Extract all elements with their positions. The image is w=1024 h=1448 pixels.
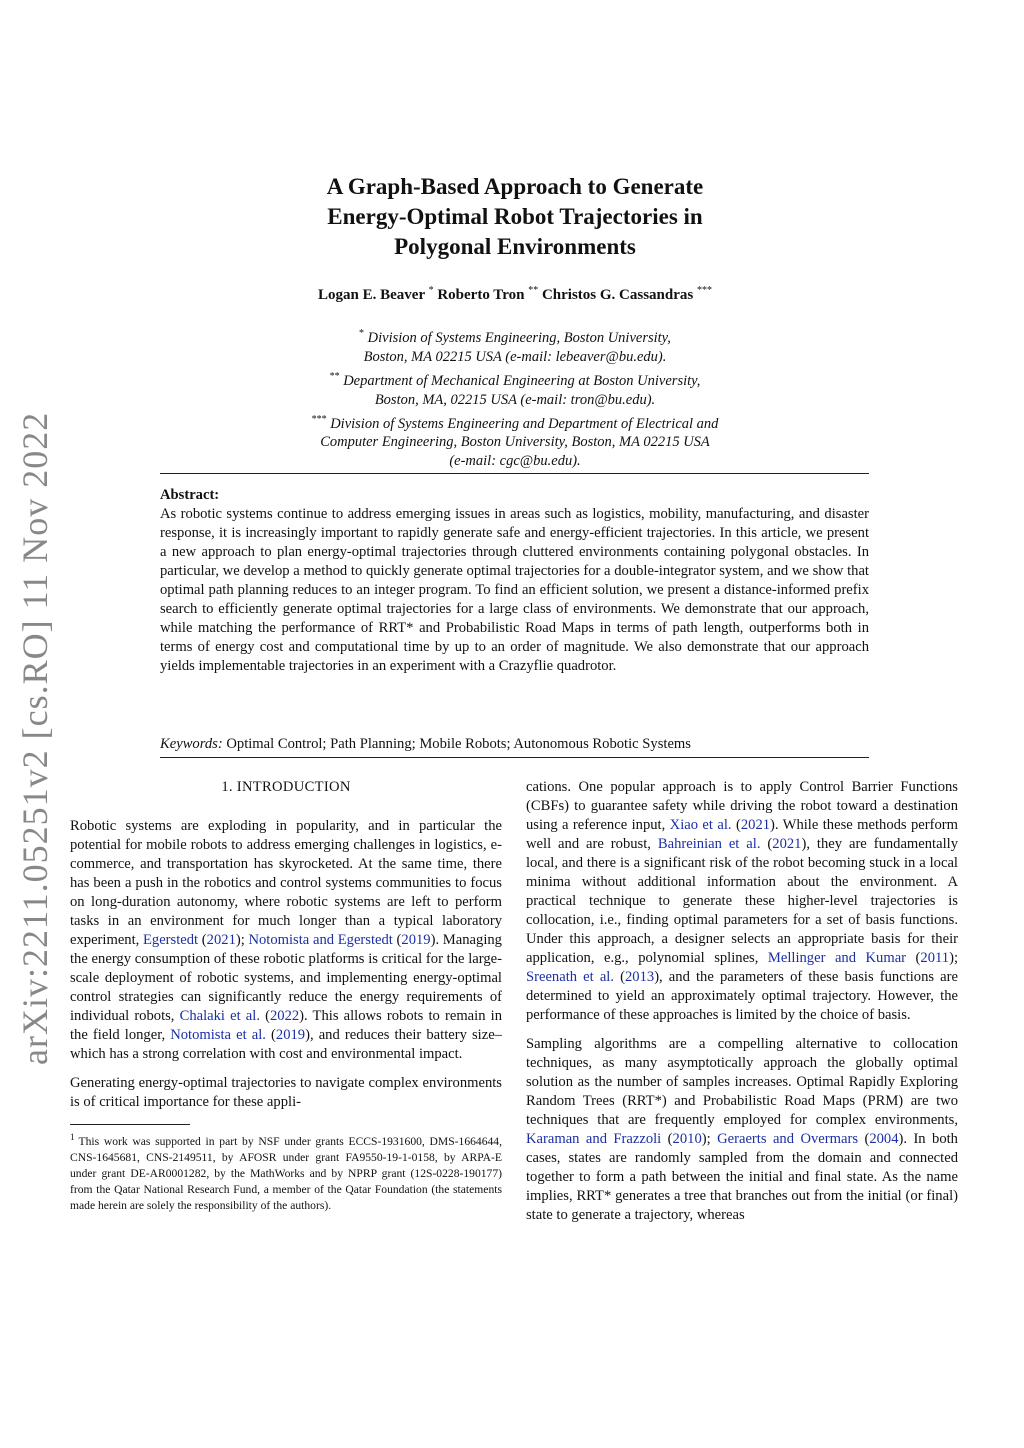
citation-link[interactable]: Egerstedt [142, 932, 199, 948]
abstract-heading: Abstract: [160, 487, 220, 503]
affiliation-mark: * [359, 328, 365, 339]
citation-link[interactable]: Notomista and Egerstedt [248, 932, 393, 948]
citation-link[interactable]: Mellinger and Kumar [767, 950, 907, 966]
right-column [526, 778, 958, 1235]
affiliation-line: Boston, MA 02215 USA (e-mail: lebeaver@bu.edu). [363, 348, 667, 365]
paper-title [230, 172, 800, 262]
title-line: Polygonal Environments [394, 234, 636, 259]
citation-link[interactable]: Sreenath et al. [526, 969, 615, 985]
footnote-text: This work was supported in part by NSF under grants ECCS-1931600, DMS-1664644, CNS-1645681, CNS-2149511, by AFOSR under grant FA9550-19-1-0158, by ARPA-E under grant DE-AR0001282, by the MathWorks and by NPRP grant (12S-0228-190177) from the Qatar National Research Fund, a member of the Qatar Foundation (the statements made herein are solely the responsibility of the authors). [70, 1134, 502, 1212]
author-list [180, 285, 850, 304]
title-line: Energy-Optimal Robot Trajectories in [327, 204, 703, 229]
abstract [160, 486, 869, 676]
citation-link[interactable]: Karaman and Frazzoli [526, 1131, 662, 1147]
footnote-rule [70, 1124, 190, 1125]
citation-link[interactable]: Chalaki et al. [179, 1008, 260, 1024]
affiliation-line: Boston, MA, 02215 USA (e-mail: tron@bu.edu). [374, 391, 656, 408]
paragraph: Robotic systems are exploding in popularity, and in particular the potential for mobile robots to address emerging challenges in logistics, e-commerce, and transportation has skyrocketed. At the same time, there has been a push in the robotics and control systems communities to focus on long-duration autonomy, where robotic systems are left to perform tasks in an environment for much longer than a typical laboratory experiment, Egerstedt (2021); Notomista and Egerstedt (2019). Managing the energy consumption of these robotic platforms is critical for the large-scale deployment of robotic systems, and implementing energy-optimal control strategies can significantly reduce the energy requirements of individual robots, Chalaki et al. (2022). This allows robots to remain in the field longer, Notomista et al. (2019), and reduces their battery size–which has a strong correlation with cost and environmental impact. [70, 818, 502, 1062]
citation-year-link[interactable]: 2019 [401, 932, 431, 948]
keywords [160, 736, 869, 753]
citation-link[interactable]: Xiao et al. [669, 817, 732, 833]
citation-year-link[interactable]: 2010 [672, 1131, 702, 1147]
keywords-text: Optimal Control; Path Planning; Mobile Robots; Autonomous Robotic Systems [226, 736, 691, 752]
left-column [70, 778, 502, 1214]
affiliations [200, 324, 830, 471]
author-mark: * [428, 285, 434, 296]
keywords-bottom-rule [160, 757, 869, 758]
citation-link[interactable]: Geraerts and Overmars [717, 1131, 859, 1147]
citation-year-link[interactable]: 2004 [869, 1131, 899, 1147]
arxiv-identifier: arXiv:2211.05251v2 [cs.RO] 11 Nov 2022 [15, 411, 55, 1065]
section-heading: 1. INTRODUCTION [221, 779, 351, 795]
abstract-top-rule [160, 473, 869, 474]
footnote-mark: 1 [70, 1132, 75, 1142]
paragraph: Generating energy-optimal trajectories to navigate complex environments is of critical importance for these appli- [70, 1075, 502, 1110]
keywords-label: Keywords: [160, 736, 223, 752]
affiliation-line: (e-mail: cgc@bu.edu). [449, 453, 581, 470]
affiliation-line: Computer Engineering, Boston University, Boston, MA 02215 USA [320, 434, 710, 451]
citation-year-link[interactable]: 2019 [275, 1027, 306, 1043]
footnote [70, 1124, 502, 1214]
title-line: A Graph-Based Approach to Generate [326, 174, 704, 199]
affiliation-line: * Division of Systems Engineering, Boston University, [359, 328, 671, 346]
citation-year-link[interactable]: 2021 [772, 836, 802, 852]
citation-year-link[interactable]: 2022 [269, 1008, 300, 1024]
author-mark: *** [696, 285, 712, 296]
affiliation-mark: ** [329, 370, 340, 382]
abstract-text: As robotic systems continue to address emerging issues in areas such as logistics, mobility, manufacturing, and disaster response, it is increasingly important to rapidly generate safe and energy-efficient trajectories. In this article, we present a new approach to plan energy-optimal trajectories through cluttered environments containing polygonal obstacles. In particular, we develop a method to quickly generate optimal trajectories for a double-integrator system, and we show that optimal path planning reduces to an integer program. To find an efficient solution, we present a distance-informed prefix search to efficiently generate optimal trajectories for a large class of environments. We demonstrate that our approach, while matching the performance of RRT* and Probabilistic Road Maps in terms of path length, outperforms both in terms of energy cost and computational time by up to an order of magnitude. We also demonstrate that our approach yields implementable trajectories in an experiment with a Crazyflie quadrotor. [160, 506, 869, 674]
citation-year-link[interactable]: 2021 [740, 817, 771, 833]
affiliation-line: ** Department of Mechanical Engineering at Boston University, [329, 370, 701, 389]
author-name: Logan E. Beaver [318, 287, 425, 303]
citation-link[interactable]: Bahreinian et al. [657, 836, 761, 852]
author-name: Roberto Tron [437, 287, 525, 303]
author-name: Christos G. Cassandras [541, 287, 694, 303]
citation-year-link[interactable]: 2011 [920, 950, 950, 966]
paragraph: Sampling algorithms are a compelling alternative to collocation techniques, as many asymptotically approach the globally optimal solution as the number of samples increases. Optimal Rapidly Exploring Random Trees (RRT*) and Probabilistic Road Maps (PRM) are two techniques that are frequently employed for complex environments, Karaman and Frazzoli (2010); Geraerts and Overmars (2004). In both cases, states are randomly sampled from the domain and connected together to form a path between the initial and final state. As the name implies, RRT* generates a tree that branches out from the initial (or final) state to generate a trajectory, whereas [526, 1036, 958, 1223]
citation-year-link[interactable]: 2021 [206, 932, 236, 948]
paragraph: cations. One popular approach is to apply Control Barrier Functions (CBFs) to guarantee safety while driving the robot toward a destination using a reference input, Xiao et al. (2021). While these methods perform well and are robust, Bahreinian et al. (2021), they are fundamentally local, and there is a significant risk of the robot becoming stuck in a local minima without additional information about the environment. A practical technique to generate these higher-level trajectories is collocation, i.e., finding optimal parameters for a set of basis functions. Under this approach, a designer selects an appropriate basis for their application, e.g., polynomial splines, Mellinger and Kumar (2011); Sreenath et al. (2013), and the parameters of these basis functions are determined to yield an approximately optimal trajectory. However, the performance of these approaches is limited by the choice of basis. [526, 779, 959, 1023]
affiliation-line: *** Division of Systems Engineering and Department of Electrical and [311, 413, 719, 432]
author-mark: ** [528, 285, 539, 296]
citation-year-link[interactable]: 2013 [625, 969, 655, 985]
affiliation-mark: *** [311, 413, 327, 425]
citation-link[interactable]: Notomista et al. [170, 1027, 266, 1043]
